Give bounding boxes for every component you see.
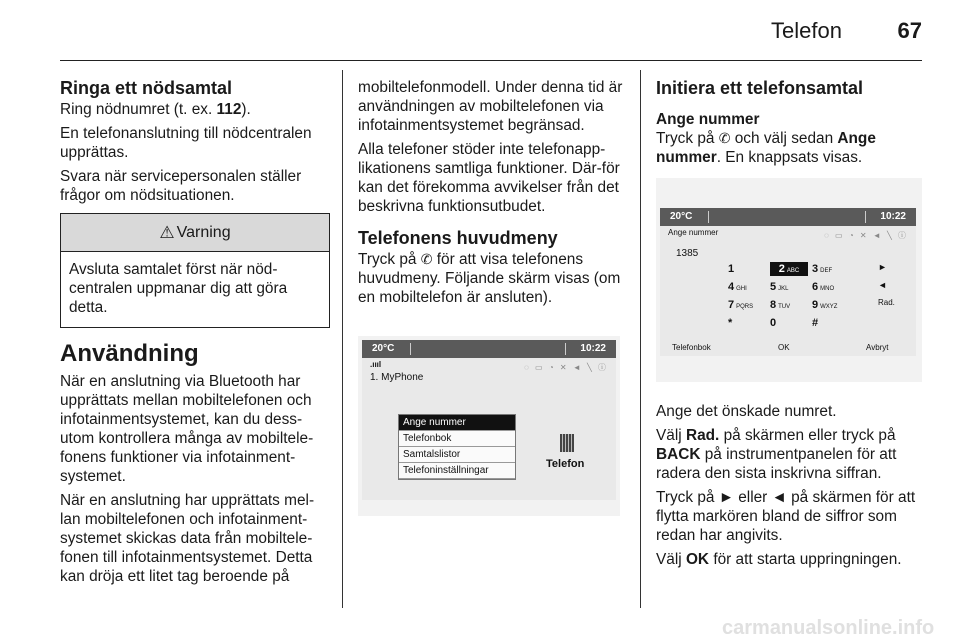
phone-app-icon [560,434,574,452]
column-divider [640,70,641,608]
warning-header: ⚠ Varning [61,214,329,252]
keypad-key[interactable]: 5 JKL [770,281,789,293]
keypad-bottom-button[interactable]: Telefonbok [672,343,711,352]
keypad-side-key[interactable]: ► [878,262,887,272]
keypad-side-keys [878,262,908,322]
paragraph: När en anslutning har upprättats mel-lan mobiltelefonen och infotainment-systemet skickas data från mobiltele-fonen till infotainmentsystemet. Detta kan dröja ett litet tag beroende på [60,492,315,585]
device-name: 1. MyPhone [370,372,424,383]
column-1 [60,78,330,591]
keypad-key[interactable]: 2 ABC [770,262,808,276]
paragraph: Välj OK för att starta uppringningen. [656,551,902,568]
warning-box [60,213,330,328]
phone-app-label: Telefon [546,458,585,470]
keypad-key[interactable]: 6 MNO [812,281,835,293]
keypad-key[interactable]: 7 PQRS [728,299,754,311]
status-icons: ◌ ▭ ◔ ✕ ◄ ╲ ⓘ [824,231,908,240]
column-3-lower [656,402,924,574]
screen-image-keypad: 20°C 10:22 Ange nummer ◌ ▭ ◔ ✕ ◄ ╲ ⓘ 1385 1 2 ABC 3 DEF 4 GHI 5 JKL 6 MNO 7 PQRS 8 TUV 9 WXYZ * 0 # ► ◄ Rad. Telefonbok OK Avbryt [656,178,922,382]
header-rule [60,60,922,61]
paragraph: Tryck på ✆ och välj sedan Ange nummer. En knappsats visas. [656,130,876,166]
heading-main-menu: Telefonens huvudmeny [358,228,558,248]
warning-icon: ⚠ [159,223,175,242]
paragraph: Välj Rad. på skärmen eller tryck på BACK på instrumentpanelen för att radera den sista inskrivna siffran. [656,427,897,482]
paragraph: Svara när servicepersonalen ställer frågor om nödsituationen. [60,168,302,204]
heading-emergency: Ringa ett nödsamtal [60,78,233,98]
status-icons: ◌ ▭ ◔ ✕ ◄ ╲ ⓘ [524,363,608,372]
keypad-bottom-button[interactable]: OK [778,343,790,352]
keypad-key[interactable]: 9 WXYZ [812,299,838,311]
keypad-side-key[interactable]: ◄ [878,280,887,290]
paragraph: Tryck på ► eller ◄ på skärmen för att flytta markören bland de siffror som redan har angivits. [656,489,916,544]
page-number: 67 [897,18,922,43]
keypad-key[interactable]: 4 GHI [728,281,747,293]
paragraph: Tryck på ✆ för att visa telefonens huvudmeny. Följande skärm visas (om en mobiltelefon är ansluten). [358,251,621,306]
keypad-bottom-keys [660,340,916,356]
keypad-key[interactable]: 3 DEF [812,263,833,275]
screen-image-main-menu: 20°C 10:22 .ıııl ◌ ▭ ◔ ✕ ◄ ╲ ⓘ 1. MyPhone Ange nummer Telefonbok Samtalslistor Telefoninställningar Telefon [358,336,620,516]
keypad-key[interactable]: 0 [770,317,777,329]
paragraph: En telefonanslutning till nödcentralen upprättas. [60,125,312,161]
paragraph: Ange det önskade numret. [656,403,837,420]
heading-dial-number: Ange nummer [656,111,760,128]
menu-item[interactable]: Telefoninställningar [399,463,515,479]
paragraph: mobiltelefonmodell. Under denna tid är användningen av mobiltelefonen via infotainmentsystemet begränsad. [358,79,623,134]
column-divider [342,70,343,608]
keypad-key[interactable]: 1 [728,263,735,275]
keypad-bottom-button[interactable]: Avbryt [866,343,889,352]
phone-icon: ✆ [420,251,433,267]
paragraph: När en anslutning via Bluetooth har upprättats mellan mobiltelefonen och infotainmentsystemet, kan du dess-utom kontrollera många av mobiltele-fonens funktioner via infotainment-systemet. [60,373,314,485]
entered-number: 1385 [676,248,699,259]
column-2 [358,78,626,312]
menu-item[interactable]: Ange nummer [399,415,515,431]
keypad-key[interactable]: 8 TUV [770,299,791,311]
paragraph: Ring nödnumret (t. ex. 112). [60,101,251,118]
warning-text: Avsluta samtalet först när nöd-centralen uppmanar dig att göra detta. [69,261,288,316]
page-header [60,14,922,50]
watermark: carmanualsonline.info [722,617,935,639]
menu-item[interactable]: Telefonbok [399,431,515,447]
page-title: Telefon [771,18,842,43]
column-3 [656,78,924,172]
signal-icon: .ıııl [370,360,382,369]
keypad-key[interactable]: # [812,317,819,329]
paragraph: Alla telefoner stöder inte telefonapp-likationens samtliga funktioner. Där-för kan det förekomma avvikelser från det beskrivna funktionsutbudet. [358,141,620,215]
menu-item[interactable]: Samtalslistor [399,447,515,463]
keypad-title: Ange nummer [668,228,719,237]
phone-menu [398,414,516,480]
heading-init-call: Initiera ett telefonsamtal [656,78,864,98]
keypad [728,262,858,342]
keypad-side-key[interactable]: Rad. [878,298,895,307]
keypad-key[interactable]: * [728,317,733,329]
phone-icon: ✆ [718,130,731,146]
heading-usage: Användning [60,340,199,367]
